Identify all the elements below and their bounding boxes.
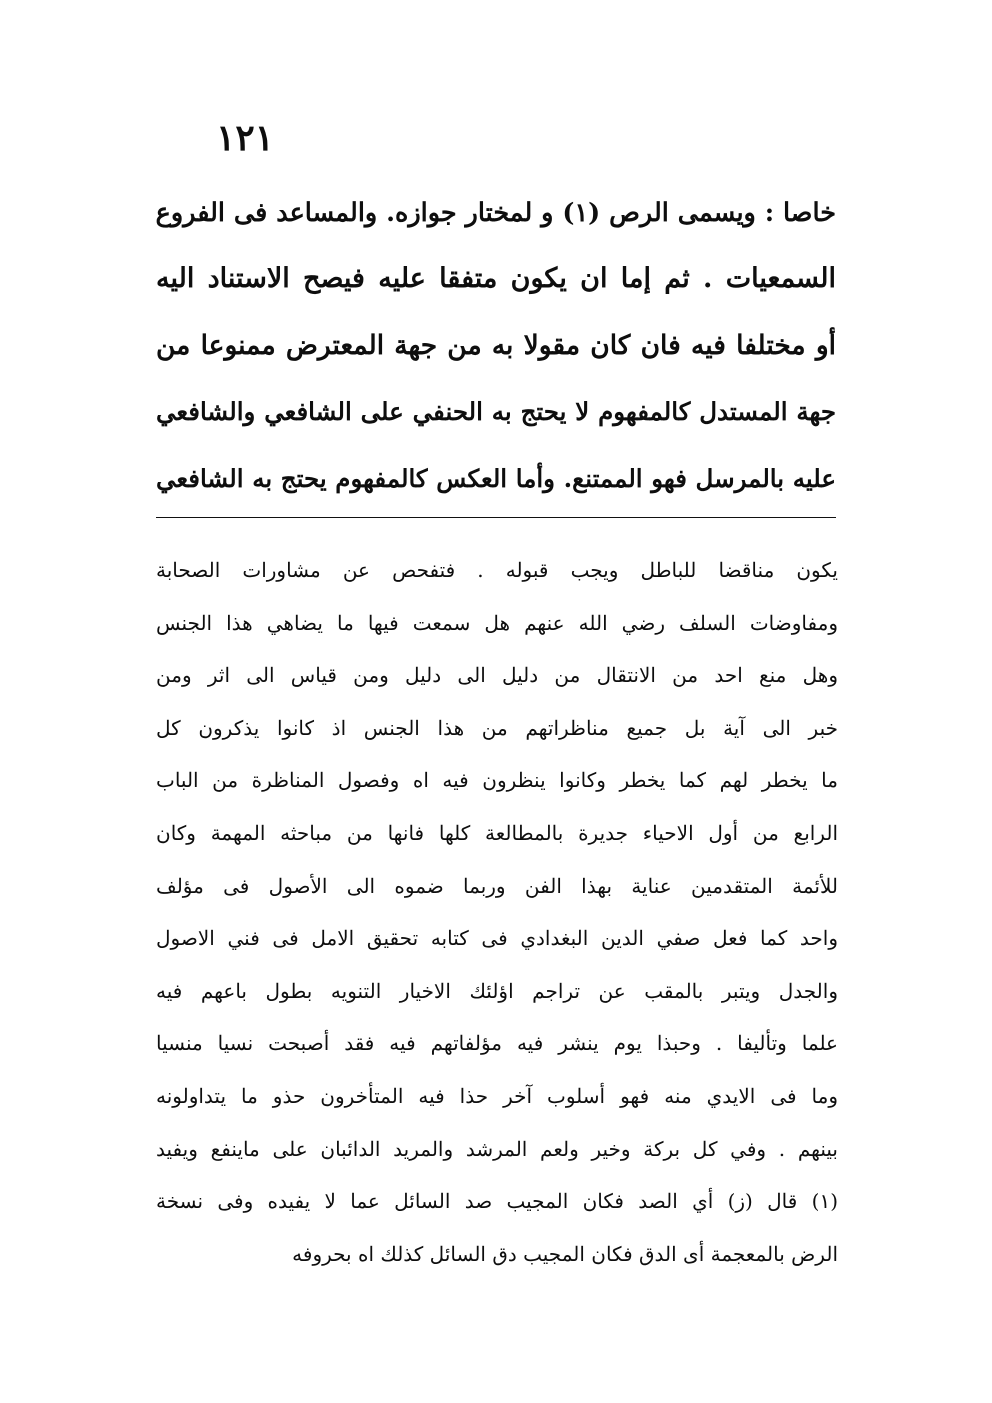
- main-text-line: السمعيات . ثم إما ان يكون متفقا عليه فيصح الاستناد اليه: [156, 263, 836, 295]
- footnote-line: ما يخطر لهم كما يخطر وكانوا ينظرون فيه اه وفصول المناظرة من الباب: [156, 768, 838, 793]
- footnote-line: وهل منع احد من الانتقال من دليل الى دليل ومن قياس الى اثر ومن: [156, 663, 838, 688]
- footnotes-block: [156, 544, 838, 1280]
- page-number: ١٢١: [216, 117, 275, 159]
- footnote-line: بينهم . وفي كل بركة وخير ولعم المرشد والمريد الدائبان على ماينفع ويفيد: [156, 1136, 838, 1161]
- footnote-line: يكون مناقضا للباطل ويجب قبوله . فتفحص عن مشاورات الصحابة: [156, 558, 838, 582]
- footnote-line: ومفاوضات السلف رضي الله عنهم هل سمعت فيها ما يضاهي هذا الجنس: [156, 610, 838, 635]
- main-text-line: خاصا : ويسمى الرص (١) و لمختار جوازه. والمساعد فى الفروع: [156, 198, 836, 228]
- footnote-line: خبر الى آية بل جميع مناظراتهم من هذا الجنس اذ كانوا يذكرون كل: [156, 715, 838, 740]
- footnote-divider: [156, 517, 836, 518]
- main-text-block: [156, 180, 836, 512]
- footnote-line: والجدل ويتبر بالمقب عن تراجم اؤلئك الاخيار التنويه بطول باعهم فيه: [156, 978, 838, 1003]
- footnote-line: واحد كما فعل صفي الدين البغدادي فى كتابه تحقيق الامل فى فني الاصول: [156, 926, 838, 951]
- footnote-line: علما وتأليفا . وحبذا يوم ينشر فيه مؤلفاتهم فيه فقد أصبحت نسيا منسيا: [156, 1031, 838, 1056]
- main-text-line: جهة المستدل كالمفهوم لا يحتج به الحنفي على الشافعي والشافعي: [156, 397, 836, 427]
- main-text-line: أو مختلفا فيه فان كان مقولا به من جهة المعترض ممنوعا من: [156, 329, 836, 361]
- footnote-line: للأئمة المتقدمين عناية بهذا الفن وربما ضموه الى الأصول فى مؤلف: [156, 873, 838, 898]
- footnote-line: الرابع من أول الاحياء جديرة بالمطالعة كلها فانها من مباحثه المهمة وكان: [156, 820, 838, 845]
- footnote-line: الرض بالمعجمة أى الدق فكان المجيب دق السائل كذلك اه بحروفه: [292, 1241, 838, 1266]
- main-text-line: عليه بالمرسل فهو الممتنع. وأما العكس كالمفهوم يحتج به الشافعي: [156, 463, 836, 493]
- footnote-line: وما فى الايدي منه فهو أسلوب آخر حذا فيه المتأخرون حذو ما يتداولونه: [156, 1083, 838, 1108]
- footnote-line: (١) قال (ز) أي الصد فكان المجيب صد السائل عما لا يفيده وفى نسخة: [156, 1189, 838, 1214]
